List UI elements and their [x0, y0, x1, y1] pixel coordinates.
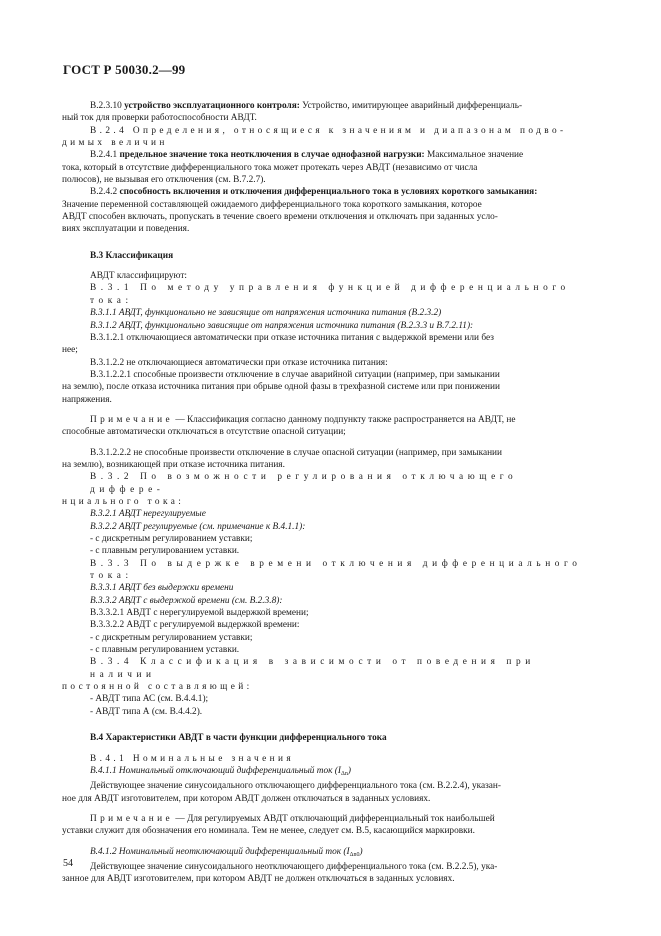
heading-b-3: В.3 Классификация [90, 250, 174, 261]
section-b-3-2: В.3.2 По возможности регулирования отключающего диффере- [90, 472, 518, 495]
paragraph-b-2-4-2: В.2.4.2 способность включения и отключения дифференциального тока в условиях короткого замыкания: [90, 187, 538, 198]
section-b-3-1: В.3.1 По методу управления функцией дифференциального тока: [90, 283, 570, 306]
section-b-2-4: В.2.4 Определения, относящиеся к значениям и диапазонам подво- [90, 125, 567, 136]
note-1: Примечание — Классификация согласно данному подпункту также распространяется на АВДТ, не [90, 414, 516, 425]
page-number: 54 [63, 858, 73, 869]
heading-b-4: В.4 Характеристики АВДТ в части функции дифференциального тока [90, 733, 387, 744]
section-b-4-1: В.4.1 Номинальные значения [90, 753, 295, 764]
paragraph-b-2-4-1: В.2.4.1 предельное значение тока неотключения в случае однофазной нагрузки: Максимальное значение [90, 150, 524, 161]
document-body: В.2.3.10 устройство эксплуатационного контроля: Устройство, имитирующее аварийный дифференциаль- ный ток для проверки работоспособности АВДТ. В.2.4 Определения, относящиеся к значениям и диапазонам подво- димых величин В.2.4.1 предельное значение тока неотключения в случае однофазной нагрузки: Максимальное значение тока, который в отсутствие дифференциального тока может протекать через АВДТ (независимо от числа полюсов), не вызывая его отключения (см. В.7.2.7). В.2.4.2 способность включения и отключения дифференциального тока в условиях короткого замыкания: Значение переменной составляющей ожидаемого дифференциального тока короткого замыкания, которое АВДТ способен включать, пропускать в течение своего времени отключения и отключать при заданных усло- виях эксплуатации и поведения. В.3 Классификация АВДТ классифицируют: В.3.1 По методу управления функцией дифференциального тока: В.3.1.1 АВДТ, функционально не зависящие от напряжения источника питания (В.2.3.2) В.3.1.2 АВДТ, функционально зависящие от напряжения источника питания (В.2.3.3 и В.7.2.11): В.3.1.2.1 отключающиеся автоматически при отказе источника питания с выдержкой времени или без нее; В.3.1.2.2 не отключающиеся автоматически при отказе источника питания: В.3.1.2.2.1 способные произвести отключение в случае аварийной ситуации (например, при замыкании на землю), после отказа источника питания при обрыве одной фазы в трехфазной системе или при понижении напряжения. Примечание — Классификация согласно данному подпункту также распространяется на АВДТ, не способные автоматически отключаться в отсутствие опасной ситуации; В.3.1.2.2.2 не способные произвести отключение в случае опасной ситуации (например, при замыкании на землю), возникающей при отказе источника питания. В.3.2 По возможности регулирования отключающего диффере- нциального тока: В.3.2.1 АВДТ нерегулируемые В.3.2.2 АВДТ регулируемые (см. примечание к В.4.1.1): - с дискретным регулированием уставки; - с плавным регулированием уставки. В.3.3 По выдержке времени отключения дифференциального тока: В.3.3.1 АВДТ без выдержки времени В.3.3.2 АВДТ с выдержкой времени (см. В.2.3.8): В.3.3.2.1 АВДТ с нерегулируемой выдержкой времени; В.3.3.2.2 АВДТ с регулируемой выдержкой времени: - с дискретным регулированием уставки; - с плавным регулированием уставки. В.3.4 Классификация в зависимости от поведения при наличии постоянной составляющей: - АВДТ типа АС (см. В.4.4.1); - АВДТ типа А (см. В.4.4.2). В.4 Характеристики АВДТ в части функции дифференциального тока В.4.1 Номинальные значения В.4.1.1 Номинальный отключающий дифференциальный ток $(I_{\Delta n})$ Действующее значение синусоидального отключающего дифференциального тока (см. В.2.2.4), указан- ное для АВДТ изготовителем, при котором АВДТ должен отключаться в заданных условиях. Примечание — Для регулируемых АВДТ отключающий дифференциальный ток наибольшей уставки служит для обозначения его номинала. Тем не менее, следует см. В.5, касающийся маркировки. В.4.1.2 Номинальный неотключающий дифференциальный ток $(I_{\Delta n0})$ Действующее значение синусоидального неотключающего дифференциального тока (см. В.2.2.5), ука- занное для АВДТ изготовителем, при котором АВДТ не должен отключаться в заданных условиях. [90, 100, 598, 886]
section-b-3-4: В.3.4 Классификация в зависимости от поведения при наличии [90, 657, 535, 680]
paragraph-b-2-3-10: В.2.3.10 устройство эксплуатационного контроля: Устройство, имитирующее аварийный дифференциаль- [90, 101, 523, 111]
note-2: Примечание — Для регулируемых АВДТ отключающий дифференциальный ток наибольшей [90, 813, 495, 824]
standard-header: ГОСТ Р 50030.2—99 [63, 62, 186, 77]
section-b-3-3: В.3.3 По выдержке времени отключения дифференциального тока: [90, 558, 582, 582]
